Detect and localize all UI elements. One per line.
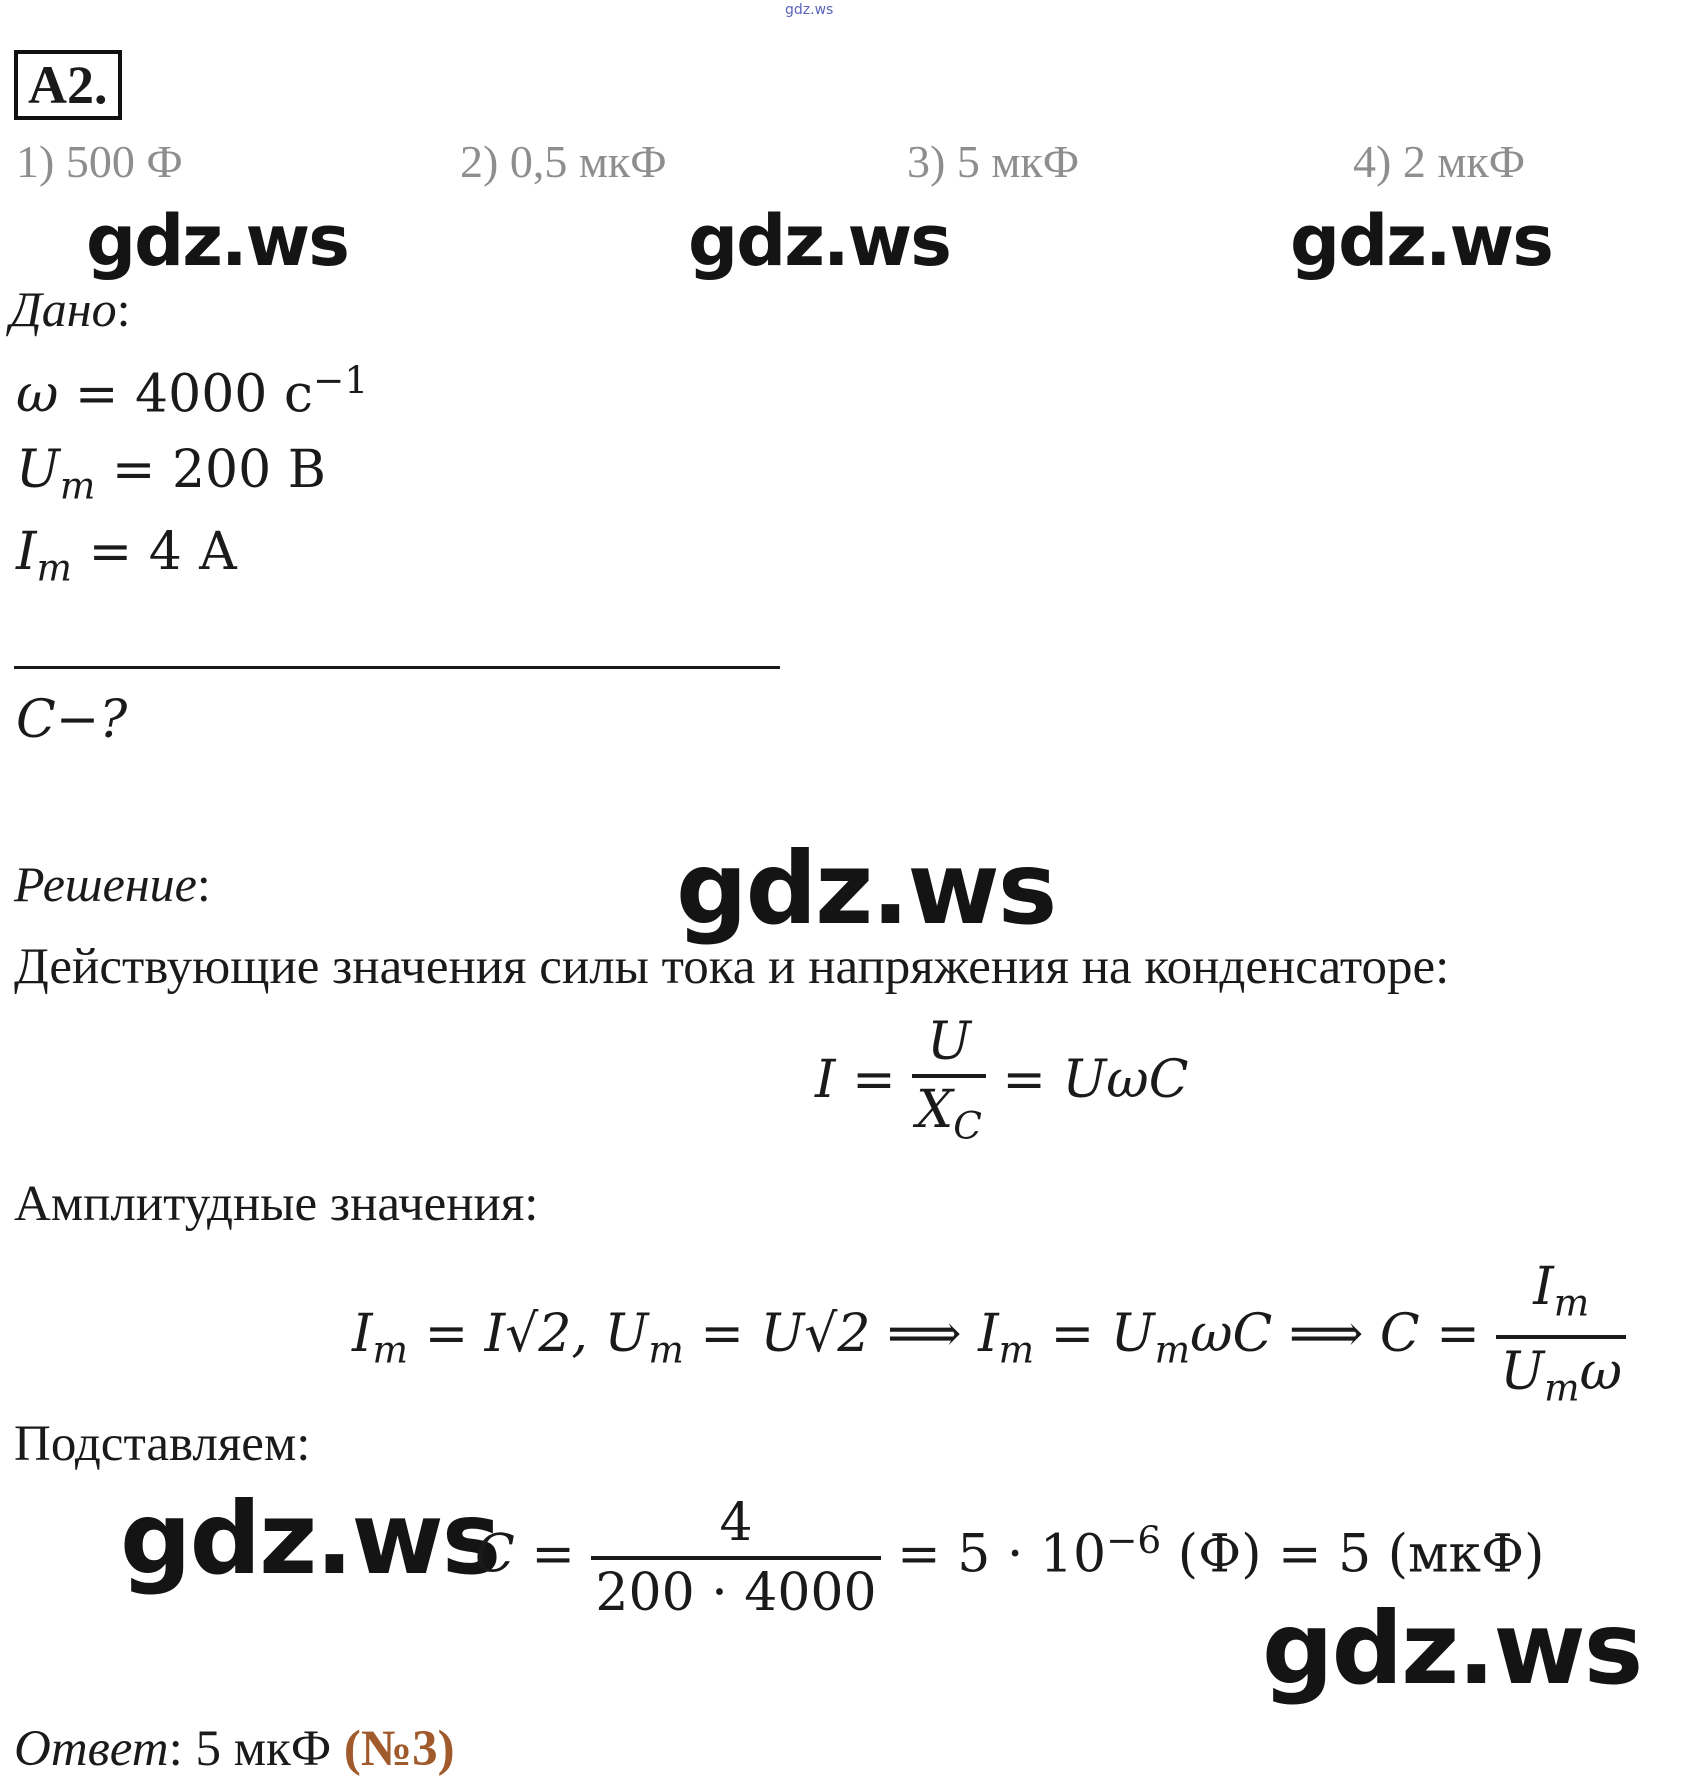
omega-eq: = [58, 364, 136, 425]
f2-p7s: m [1154, 1327, 1191, 1372]
f1-rhs: = UωC [985, 1050, 1189, 1111]
f2-p8: ωC ⟹ C = [1190, 1303, 1497, 1364]
im-eq: = [72, 522, 149, 582]
omega-symbol: ω [16, 364, 59, 425]
f1-lhs: I = [815, 1050, 913, 1111]
im-value: 4 А [148, 522, 238, 582]
formula-1 [815, 1010, 1189, 1157]
solution-heading-text: Решение [14, 856, 197, 912]
solution-line-2: Амплитудные значения: [14, 1176, 539, 1232]
given-colon: : [116, 281, 131, 337]
watermark: gdz.ws [1262, 1590, 1642, 1707]
answer-value: 5 мкФ [182, 1721, 344, 1777]
given-um [16, 440, 326, 507]
site-link[interactable]: gdz.ws [785, 2, 834, 18]
f2-p3: U [604, 1303, 649, 1364]
task-label: A2. [14, 50, 122, 120]
solution-colon: : [196, 856, 211, 912]
option-1: 1) 500 Ф [16, 136, 183, 187]
watermark: gdz.ws [1290, 200, 1552, 282]
f2-p3s: m [648, 1327, 684, 1372]
f1-den [912, 1074, 986, 1157]
formula-2 [352, 1254, 1626, 1421]
f3-den: 200 · 4000 [591, 1556, 880, 1626]
im-sub: m [36, 545, 73, 590]
f2-fraction [1496, 1254, 1626, 1421]
f2-p4: = U√2 ⟹ [683, 1303, 979, 1364]
um-value: 200 В [171, 440, 326, 500]
option-2: 2) 0,5 мкФ [460, 136, 667, 187]
answer-line [14, 1720, 455, 1778]
f1-den-main: X [916, 1080, 954, 1140]
f2-p7: U [1110, 1303, 1155, 1364]
f3-rhs1: = 5 · 10 [880, 1524, 1107, 1585]
f2-den-sub: m [1544, 1365, 1580, 1410]
f2-p1: I [352, 1303, 373, 1364]
omega-exp: −1 [313, 358, 369, 402]
answer-label: Ответ [14, 1721, 169, 1777]
f3-num: 4 [719, 1493, 753, 1553]
um-eq: = [95, 440, 172, 500]
f2-num-main: I [1533, 1257, 1554, 1317]
f3-exp: −6 [1106, 1518, 1162, 1563]
find-value: C−? [16, 690, 128, 750]
solution-line-1: Действующие значения силы тока и напряжения на конденсаторе: [14, 939, 1450, 995]
solution-line-3: Подставляем: [14, 1416, 311, 1472]
given-omega [16, 358, 368, 424]
f1-fraction [912, 1010, 986, 1157]
f2-num-sub: m [1553, 1280, 1590, 1325]
f2-p6: = [1034, 1303, 1111, 1364]
watermark: gdz.ws [86, 200, 348, 282]
omega-value: 4000 с [135, 364, 314, 425]
answer-number: (№3) [343, 1721, 455, 1777]
f2-num [1496, 1254, 1626, 1335]
f2-p5s: m [998, 1327, 1035, 1372]
f3-rhs2: (Ф) = 5 (мкФ) [1161, 1524, 1545, 1585]
f2-den-main: U [1500, 1342, 1545, 1403]
solution-heading [14, 855, 211, 913]
f1-den-sub: C [953, 1103, 982, 1148]
given-im [16, 522, 238, 589]
watermark: gdz.ws [688, 200, 950, 282]
given-heading-text: Дано [10, 281, 117, 337]
option-4: 4) 2 мкФ [1353, 136, 1526, 187]
f3-lhs: C = [475, 1524, 592, 1585]
im-symbol: I [16, 522, 37, 582]
watermark: gdz.ws [120, 1480, 500, 1597]
um-symbol: U [16, 440, 60, 500]
f2-p2: = I√2, [408, 1303, 605, 1364]
watermark: gdz.ws [676, 830, 1056, 947]
f3-fraction [591, 1490, 880, 1626]
given-heading [10, 280, 131, 338]
answer-colon: : [168, 1721, 183, 1777]
um-sub: m [59, 463, 96, 508]
option-3: 3) 5 мкФ [907, 136, 1080, 187]
f2-p5: I [978, 1303, 999, 1364]
f2-den-tail: ω [1579, 1342, 1623, 1403]
f1-num: U [927, 1012, 971, 1072]
f2-den [1496, 1335, 1626, 1420]
given-divider [14, 666, 780, 669]
f2-p1s: m [372, 1327, 409, 1372]
